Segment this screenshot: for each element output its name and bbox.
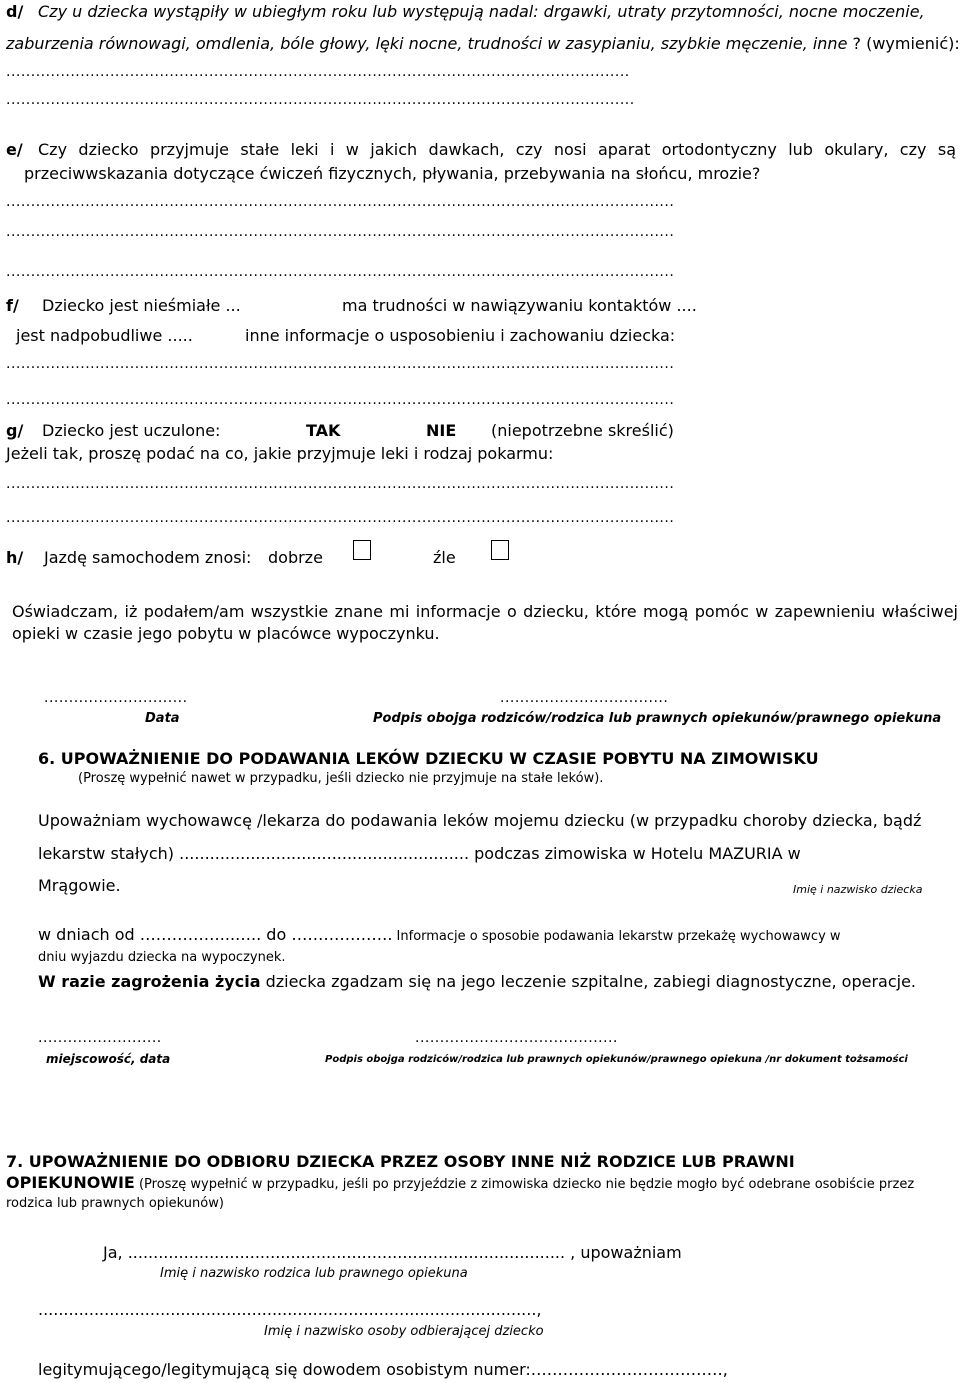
- section-f-marker: f/: [6, 296, 19, 315]
- child-name-label: Imię i nazwisko dziecka: [793, 883, 923, 896]
- section-f-answer-line-1[interactable]: .......................................................................................................................................: [6, 356, 675, 372]
- allergy-detail-label: Jeżeli tak, proszę podać na co, jakie przyjmuje leki i rodzaj pokarmu:: [6, 444, 554, 463]
- emergency-consent-rest: dziecka zgadzam się na jego leczenie szpitalne, zabiegi diagnostyczne, operacje.: [260, 972, 916, 991]
- section-d-answer-line-1[interactable]: ..............................................................................................................................: [6, 64, 630, 80]
- days-from-label: w dniach od: [38, 925, 135, 944]
- car-travel-good-label: dobrze: [268, 548, 323, 567]
- shy-option[interactable]: Dziecko jest nieśmiałe ...: [42, 296, 241, 315]
- parent-signature-label: Podpis obojga rodziców/rodzica lub prawnych opiekunów/prawnego opiekuna: [373, 711, 942, 726]
- section-e-answer-line-3[interactable]: .......................................................................................................................................: [6, 264, 675, 280]
- medication-info-text: Informacje o sposobie podawania lekarstw przekażę wychowawcy w: [392, 929, 841, 944]
- section-e-marker: e/: [6, 140, 23, 159]
- declaration-line1: Oświadczam, iż podałem/am wszystkie znane mi informacje o dziecku, które mogą pomóc w zapewnieniu właściwej: [12, 602, 958, 621]
- section-7-title-line1: 7. UPOWAŻNIENIE DO ODBIORU DZIECKA PRZEZ OSOBY INNE NIŻ RODZICE LUB PRAWNI: [6, 1152, 795, 1171]
- contact-difficulty-option[interactable]: ma trudności w nawiązywaniu kontaktów ....: [342, 296, 697, 315]
- section-6-title: 6. UPOWAŻNIENIE DO PODAWANIA LEKÓW DZIECKU W CZASIE POBYTU NA ZIMOWISKU: [38, 749, 819, 768]
- days-from-field[interactable]: ……………...…..: [134, 925, 262, 944]
- section-d-answer-line-2[interactable]: ...............................................................................................................................: [6, 92, 635, 108]
- section-e-answer-line-1[interactable]: .......................................................................................................................................: [6, 194, 675, 210]
- section-d-question-lead: Czy u dziecka wystąpiły w ubiegłym roku lub występują nadal:: [38, 2, 539, 21]
- section-e-question-line1: Czy dziecko przyjmuje stałe leki i w jakich dawkach, czy nosi aparat ortodontyczny lub okulary, czy są: [38, 140, 956, 159]
- section-e-question-line2: przeciwwskazania dotyczące ćwiczeń fizycznych, pływania, przebywania na słońcu, mrozie?: [24, 164, 761, 183]
- car-travel-bad-label: źle: [433, 548, 456, 567]
- place-date-line[interactable]: .........................: [38, 1030, 162, 1046]
- car-travel-bad-checkbox[interactable]: [491, 540, 509, 560]
- section-g-answer-line-1[interactable]: .......................................................................................................................................: [6, 476, 675, 492]
- hyperactive-option[interactable]: jest nadpobudliwe .....: [16, 326, 193, 345]
- section-d-question: [38, 2, 925, 22]
- days-to-label: do: [261, 925, 287, 944]
- authorized-person-line[interactable]: ..................................................................................................,: [38, 1300, 542, 1319]
- date-signature-line[interactable]: .............................: [44, 690, 188, 706]
- section-d-question-items2: zaburzenia równowagi, omdlenia, bóle głowy, lęki nocne, trudności w zasypianiu, szybkie męczenie, inne: [6, 34, 848, 53]
- section-d-marker: d/: [6, 2, 24, 21]
- allergy-label: Dziecko jest uczulone:: [42, 421, 221, 440]
- section-6-signature-label: Podpis obojga rodziców/rodzica lub prawnych opiekunów/prawnego opiekuna /nr dokument tożsamości: [325, 1054, 908, 1065]
- behavior-info-label: inne informacje o usposobieniu i zachowaniu dziecka:: [245, 326, 676, 345]
- section-h-marker: h/: [6, 548, 24, 567]
- days-to-field[interactable]: ……………….: [286, 925, 393, 944]
- section-6-line1: Upoważniam wychowawcę /lekarza do podawania leków mojemu dziecku (w przypadku choroby dziecka, bądź: [38, 811, 922, 830]
- section-6-days-line2: dniu wyjazdu dziecka na wypoczynek.: [38, 950, 286, 965]
- emergency-consent-bold: W razie zagrożenia życia: [38, 972, 261, 991]
- authorized-person-label: Imię i nazwisko osoby odbierającej dziecko: [264, 1324, 544, 1339]
- section-6-note: (Proszę wypełnić nawet w przypadku, jeśli dziecko nie przyjmuje na stałe leków).: [78, 771, 604, 786]
- section-7-note: (Proszę wypełnić w przypadku, jeśli po przyjeździe z zimowiska dziecko nie będzie mogło być odebrane osobiście przez: [134, 1177, 915, 1192]
- section-7-title-line2: [6, 1173, 914, 1195]
- section-6-line2: lekarstw stałych) ......................................................... podczas zimowiska w Hotelu MAZURIA w: [38, 844, 801, 863]
- emergency-consent: [38, 972, 916, 992]
- section-6-signature-line[interactable]: .........................................: [415, 1030, 618, 1046]
- place-date-label: miejscowość, data: [46, 1052, 171, 1066]
- section-d-question-line2: [6, 34, 960, 54]
- parent-authorization-line[interactable]: Ja, ...................................................................................... , upoważniam: [103, 1243, 682, 1262]
- section-f-answer-line-2[interactable]: .......................................................................................................................................: [6, 392, 675, 408]
- parent-signature-line[interactable]: ..................................: [500, 690, 669, 706]
- car-travel-label: Jazdę samochodem znosi:: [44, 548, 252, 567]
- section-6-days-line: [38, 925, 841, 947]
- id-number-line[interactable]: legitymującego/legitymującą się dowodem osobistym numer:………………………………,: [38, 1360, 728, 1379]
- car-travel-good-checkbox[interactable]: [353, 540, 371, 560]
- section-7-title-bold: OPIEKUNOWIE: [6, 1173, 135, 1192]
- section-g-answer-line-2[interactable]: .......................................................................................................................................: [6, 510, 675, 526]
- section-d-question-items: drgawki, utraty przytomności, nocne moczenie,: [538, 2, 925, 21]
- section-6-line3: Mrągowie.: [38, 876, 121, 895]
- date-label: Data: [145, 711, 180, 726]
- allergy-strike-note: (niepotrzebne skreślić): [491, 421, 674, 440]
- parent-name-label: Imię i nazwisko rodzica lub prawnego opiekuna: [160, 1266, 468, 1281]
- section-7-note-line2: rodzica lub prawnych opiekunów): [6, 1196, 224, 1211]
- allergy-no-option[interactable]: NIE: [426, 421, 457, 440]
- section-e-answer-line-2[interactable]: .......................................................................................................................................: [6, 224, 675, 240]
- allergy-yes-option[interactable]: TAK: [306, 421, 341, 440]
- section-g-marker: g/: [6, 421, 24, 440]
- declaration-line2: opieki w czasie jego pobytu w placówce wypoczynku.: [12, 624, 440, 643]
- section-d-question-tail: ? (wymienić):: [847, 34, 960, 53]
